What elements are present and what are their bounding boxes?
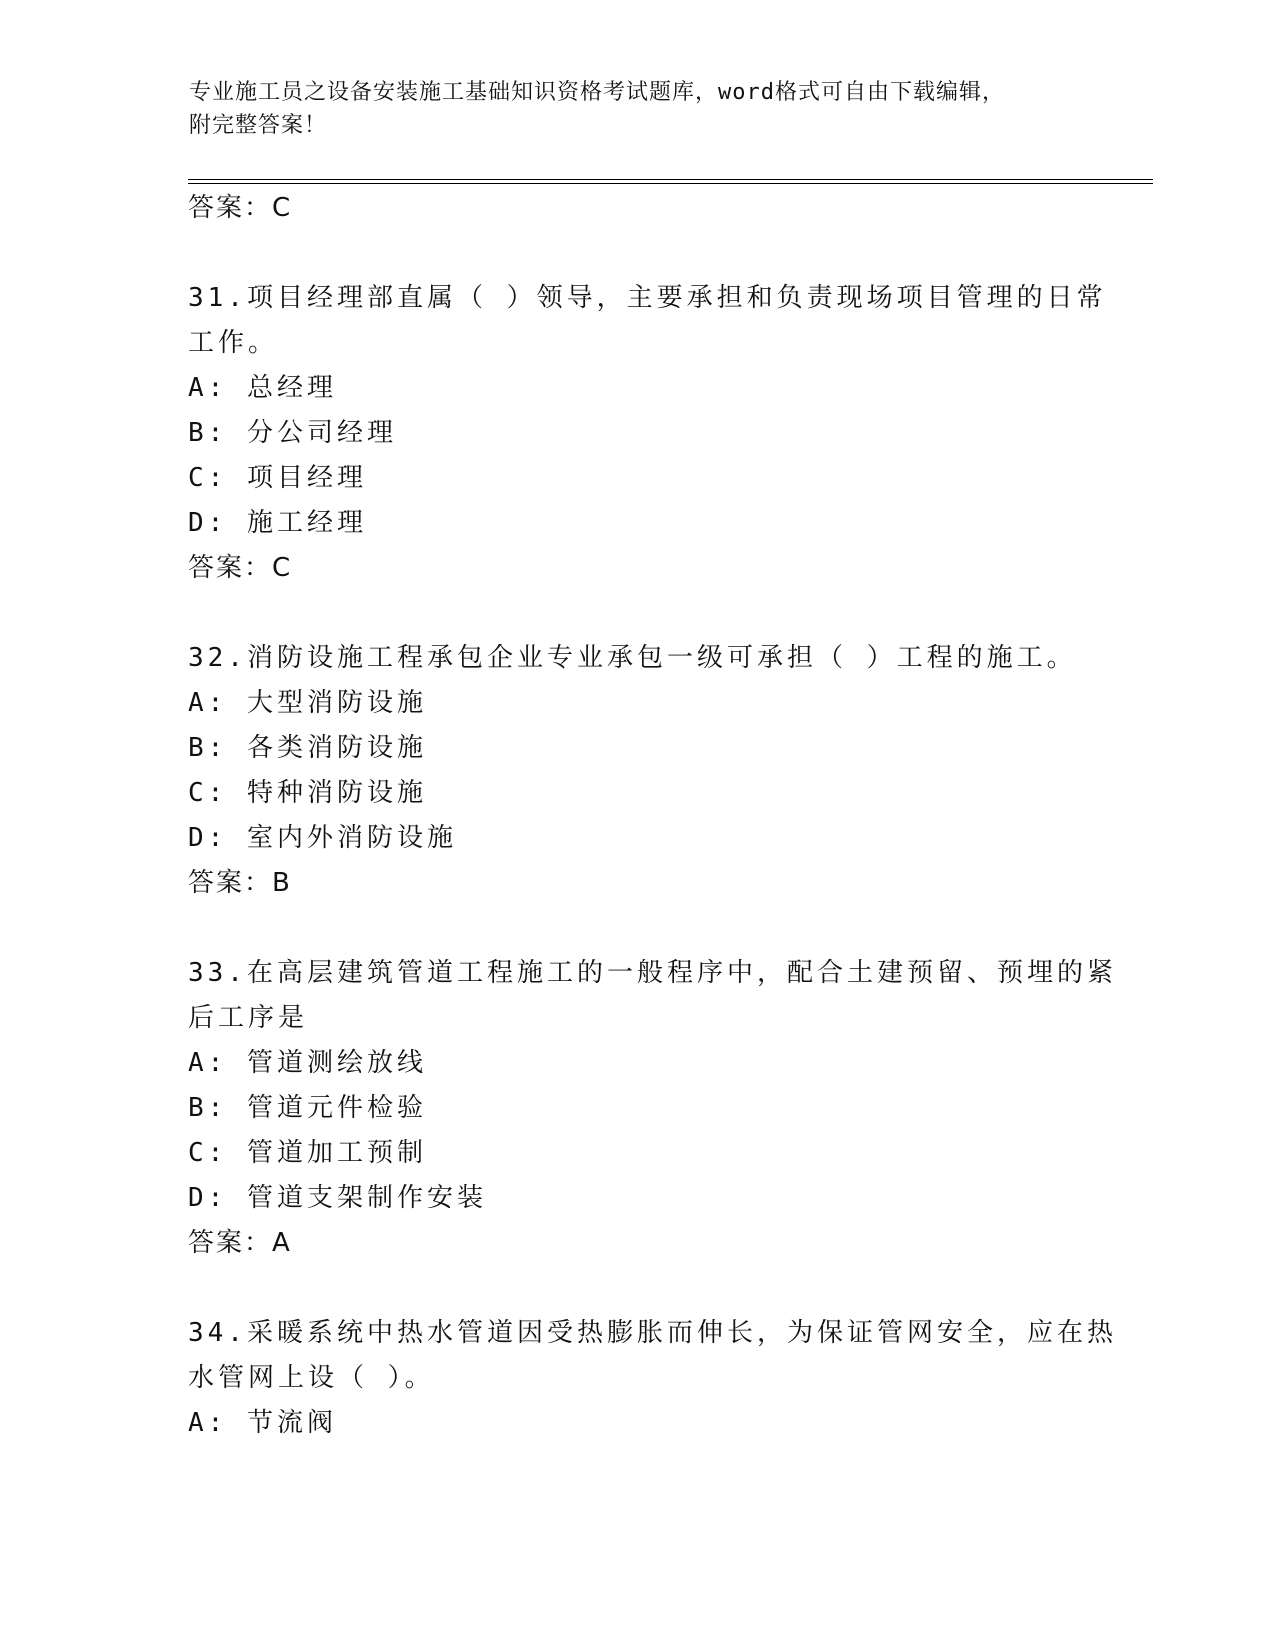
question-32-option-b: B: 各类消防设施 xyxy=(188,733,427,763)
question-34-option-a: A: 节流阀 xyxy=(188,1408,337,1438)
question-31-option-a: A: 总经理 xyxy=(188,373,337,403)
question-33-option-c: C: 管道加工预制 xyxy=(188,1138,427,1168)
previous-answer: 答案：C xyxy=(188,193,293,223)
question-33-stem-line-2: 后工序是 xyxy=(188,1003,309,1033)
header-divider-bottom xyxy=(188,183,1153,184)
question-31-stem-line-2: 工作。 xyxy=(188,328,279,358)
question-34-stem-line-1: 34.采暖系统中热水管道因受热膨胀而伸长，为保证管网安全，应在热 xyxy=(188,1318,1117,1348)
question-32-stem-line-1: 32.消防设施工程承包企业专业承包一级可承担（ ）工程的施工。 xyxy=(188,643,1077,673)
question-32-answer: 答案：B xyxy=(188,868,292,898)
header-line-1: 专业施工员之设备安装施工基础知识资格考试题库，word格式可自由下载编辑， xyxy=(189,80,1005,105)
question-31-option-d: D: 施工经理 xyxy=(188,508,367,538)
question-32-option-a: A: 大型消防设施 xyxy=(188,688,427,718)
question-31-stem-line-1: 31.项目经理部直属（ ）领导，主要承担和负责现场项目管理的日常 xyxy=(188,283,1107,313)
question-32-option-d: D: 室内外消防设施 xyxy=(188,823,457,853)
question-32-option-c: C: 特种消防设施 xyxy=(188,778,427,808)
header-line-2: 附完整答案！ xyxy=(189,113,328,138)
question-31-answer: 答案：C xyxy=(188,553,293,583)
question-31-option-c: C: 项目经理 xyxy=(188,463,367,493)
question-33-stem-line-1: 33.在高层建筑管道工程施工的一般程序中，配合土建预留、预埋的紧 xyxy=(188,958,1117,988)
question-33-answer: 答案：A xyxy=(188,1228,292,1258)
question-31-option-b: B: 分公司经理 xyxy=(188,418,397,448)
question-33-option-b: B: 管道元件检验 xyxy=(188,1093,427,1123)
question-33-option-a: A: 管道测绘放线 xyxy=(188,1048,427,1078)
question-33-option-d: D: 管道支架制作安装 xyxy=(188,1183,487,1213)
question-34-stem-line-2: 水管网上设（ ）。 xyxy=(188,1363,435,1393)
document-header xyxy=(189,76,1089,142)
header-divider-top xyxy=(188,179,1153,180)
